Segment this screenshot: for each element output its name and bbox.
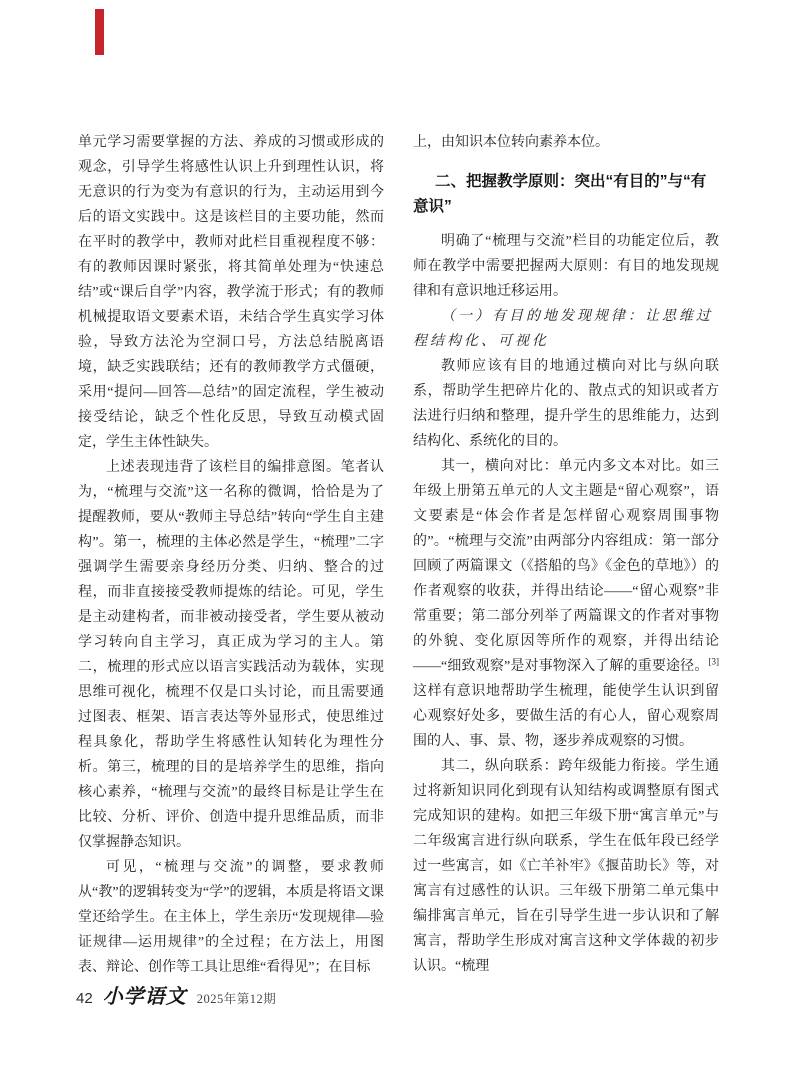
text-segment: 明确了“梳理与交流”栏目的功能定位后，教师在教学中需要把握两大原则：有目的地发现规律和有意识地迁移运用。 bbox=[413, 234, 719, 299]
journal-logo: 小学语文 bbox=[102, 986, 187, 1008]
subsection-heading bbox=[413, 304, 719, 354]
page-number: 42 bbox=[76, 990, 93, 1007]
text-segment: 可见，“梳理与交流”的调整，要求教师从“教”的逻辑转变为“学”的逻辑，本质是将语文课堂还给学生。在主体上，学生亲历“发现规律—验证规律—运用规律”的全过程；在方法上，用图表、辩论、创作等工具让思维“看得见”；在目标 bbox=[78, 860, 384, 975]
section-heading bbox=[413, 169, 719, 219]
body-paragraph bbox=[413, 454, 719, 754]
issue-label: 2025年第12期 bbox=[196, 992, 277, 1006]
text-segment: 这样有意识地帮助学生梳理，能使学生认识到留心观察好处多，要做生活的有心人，留心观察周围的人、事、景、物，逐步养成观察的习惯。 bbox=[413, 684, 719, 749]
body-paragraph bbox=[78, 855, 384, 980]
right-column bbox=[413, 130, 719, 980]
text-segment: 上述表现违背了该栏目的编排意图。笔者认为，“梳理与交流”这一名称的微调，恰恰是为了提醒教师，要从“教师主导总结”转向“学生自主建构”。第一，梳理的主体必然是学生，“梳理”二字强调学生需要亲身经历分类、归纳、整合的过程，而非直接接受教师提炼的结论。可见，学生是主动建构者，而非被动接受者，学生要从被动学习转向自主学习，真正成为学习的主人。第二，梳理的形式应以语言实践活动为载体，实现思维可视化，梳理不仅是口头讨论，而且需要通过图表、框架、语言表达等外显形式，使思维过程具象化，帮助学生将感性认知转化为理性分析。第三，梳理的目的是培养学生的思维，指向核心素养，“梳理与交流”的最终目标是让学生在比较、分析、评价、创造中提升思维品质，而非仅掌握静态知识。 bbox=[78, 460, 384, 850]
article-body bbox=[78, 130, 720, 980]
body-paragraph bbox=[413, 229, 719, 304]
text-segment: 其二，纵向联系：跨年级能力衔接。学生通过将新知识同化到现有认知结构或调整原有图式完成知识的建构。如把三年级下册“寓言单元”与二年级寓言进行纵向联系，学生在低年段已经学过一些寓言，如《亡羊补牢》《揠苗助长》等，对寓言有过感性的认识。三年级下册第二单元集中编排寓言单元，旨在引导学生进一步认识和了解寓言，帮助学生形成对寓言这种文学体裁的初步认识。“梳理 bbox=[413, 759, 719, 974]
body-paragraph bbox=[78, 455, 384, 855]
page-footer bbox=[76, 980, 276, 1009]
body-paragraph bbox=[413, 130, 719, 155]
red-corner-mark bbox=[95, 9, 104, 55]
citation-marker: [3] bbox=[708, 656, 719, 667]
body-paragraph bbox=[413, 754, 719, 979]
text-segment: 二、把握教学原则：突出“有目的”与“有意识” bbox=[413, 173, 707, 215]
text-segment: 单元学习需要掌握的方法、养成的习惯或形成的观念，引导学生将感性认识上升到理性认识，将无意识的行为变为有意识的行为，主动运用到今后的语文实践中。这是该栏目的主要功能，然而在平时的教学中，教师对此栏目重视程度不够：有的教师因课时紧张，将其简单处理为“快速总结”或“课后自学”内容，教学流于形式；有的教师机械提取语文要素术语，未结合学生真实学习体验，导致方法沦为空洞口号，方法总结脱离语境，缺乏实践联结；还有的教师教学方式僵硬，采用“提问—回答—总结”的固定流程，学生被动接受结论，缺乏个性化反思，导致互动模式固定，学生主体性缺失。 bbox=[78, 135, 384, 450]
body-paragraph bbox=[413, 354, 719, 454]
body-paragraph bbox=[78, 130, 384, 455]
text-segment: （一）有目的地发现规律：让思维过程结构化、可视化 bbox=[413, 309, 713, 349]
text-segment: 上，由知识本位转向素养本位。 bbox=[413, 135, 609, 150]
text-segment: 教师应该有目的地通过横向对比与纵向联系，帮助学生把碎片化的、散点式的知识或者方法进行归纳和整理，提升学生的思维能力，达到结构化、系统化的目的。 bbox=[413, 359, 719, 449]
text-segment: 其一，横向对比：单元内多文本对比。如三年级上册第五单元的人文主题是“留心观察”，语文要素是“体会作者是怎样留心观察周围事物的”。“梳理与交流”由两部分内容组成：第一部分回顾了两篇课文（《搭船的鸟》《金色的草地》）的作者观察的收获，并得出结论——“留心观察”非常重要；第二部分列举了两篇课文的作者对事物的外貌、变化原因等所作的观察，并得出结论——“细致观察”是对事物深入了解的重要途径。 bbox=[413, 459, 719, 674]
left-column bbox=[78, 130, 384, 980]
